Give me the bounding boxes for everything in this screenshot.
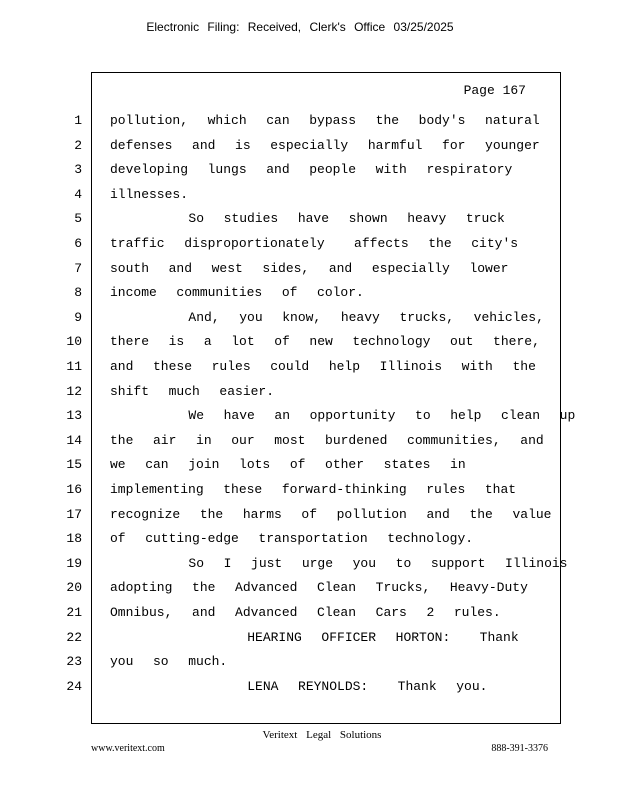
line-text: developing lungs and people with respiratory	[110, 162, 513, 177]
line-number: 18	[66, 531, 82, 546]
line-text: LENA REYNOLDS: Thank you.	[110, 679, 488, 694]
line-number: 4	[74, 187, 82, 202]
line-number: 16	[66, 482, 82, 497]
line-number: 1	[74, 113, 82, 128]
line-number: 19	[66, 556, 82, 571]
line-number: 20	[66, 580, 82, 595]
line-text: income communities of color.	[110, 285, 364, 300]
line-number: 8	[74, 285, 82, 300]
footer-website: www.veritext.com	[91, 743, 165, 754]
line-text: traffic disproportionately affects the city's	[110, 236, 519, 251]
line-number: 21	[66, 605, 82, 620]
line-text: So studies have shown heavy truck	[110, 211, 505, 226]
line-text: recognize the harms of pollution and the value	[110, 507, 552, 522]
line-number: 23	[66, 654, 82, 669]
line-number: 22	[66, 630, 82, 645]
line-text: We have an opportunity to help clean up	[110, 408, 576, 423]
line-number: 3	[74, 162, 82, 177]
line-text: we can join lots of other states in	[110, 457, 466, 472]
line-text: pollution, which can bypass the body's natural	[110, 113, 540, 128]
footer-company: Veritext Legal Solutions	[262, 729, 382, 741]
line-number: 14	[66, 433, 82, 448]
line-text: implementing these forward-thinking rules that	[110, 482, 517, 497]
line-text: defenses and is especially harmful for younger	[110, 138, 540, 153]
line-number: 17	[66, 507, 82, 522]
line-number: 5	[74, 211, 82, 226]
line-text: And, you know, heavy trucks, vehicles,	[110, 310, 544, 325]
line-text: the air in our most burdened communities, and	[110, 433, 544, 448]
line-number: 12	[66, 384, 82, 399]
line-text: Omnibus, and Advanced Clean Cars 2 rules.	[110, 605, 501, 620]
line-number: 7	[74, 261, 82, 276]
line-text: HEARING OFFICER HORTON: Thank	[110, 630, 519, 645]
line-number: 9	[74, 310, 82, 325]
line-number: 11	[66, 359, 82, 374]
line-text: and these rules could help Illinois with the	[110, 359, 536, 374]
line-text: shift much easier.	[110, 384, 275, 399]
page-number: Page 167	[463, 83, 526, 98]
line-text: south and west sides, and especially lower	[110, 261, 509, 276]
line-text: illnesses.	[110, 187, 189, 202]
line-number: 15	[66, 457, 82, 472]
line-number: 6	[74, 236, 82, 251]
line-text: of cutting-edge transportation technology.	[110, 531, 474, 546]
line-text: there is a lot of new technology out there,	[110, 334, 540, 349]
line-text: adopting the Advanced Clean Trucks, Heavy-Duty	[110, 580, 528, 595]
filing-header: Electronic Filing: Received, Clerk's Office 03/25/2025	[146, 20, 454, 34]
footer-phone: 888-391-3376	[491, 743, 548, 754]
line-text: you so much.	[110, 654, 228, 669]
line-number: 10	[66, 334, 82, 349]
line-number: 2	[74, 138, 82, 153]
line-number: 24	[66, 679, 82, 694]
line-text: So I just urge you to support Illinois	[110, 556, 568, 571]
line-number: 13	[66, 408, 82, 423]
